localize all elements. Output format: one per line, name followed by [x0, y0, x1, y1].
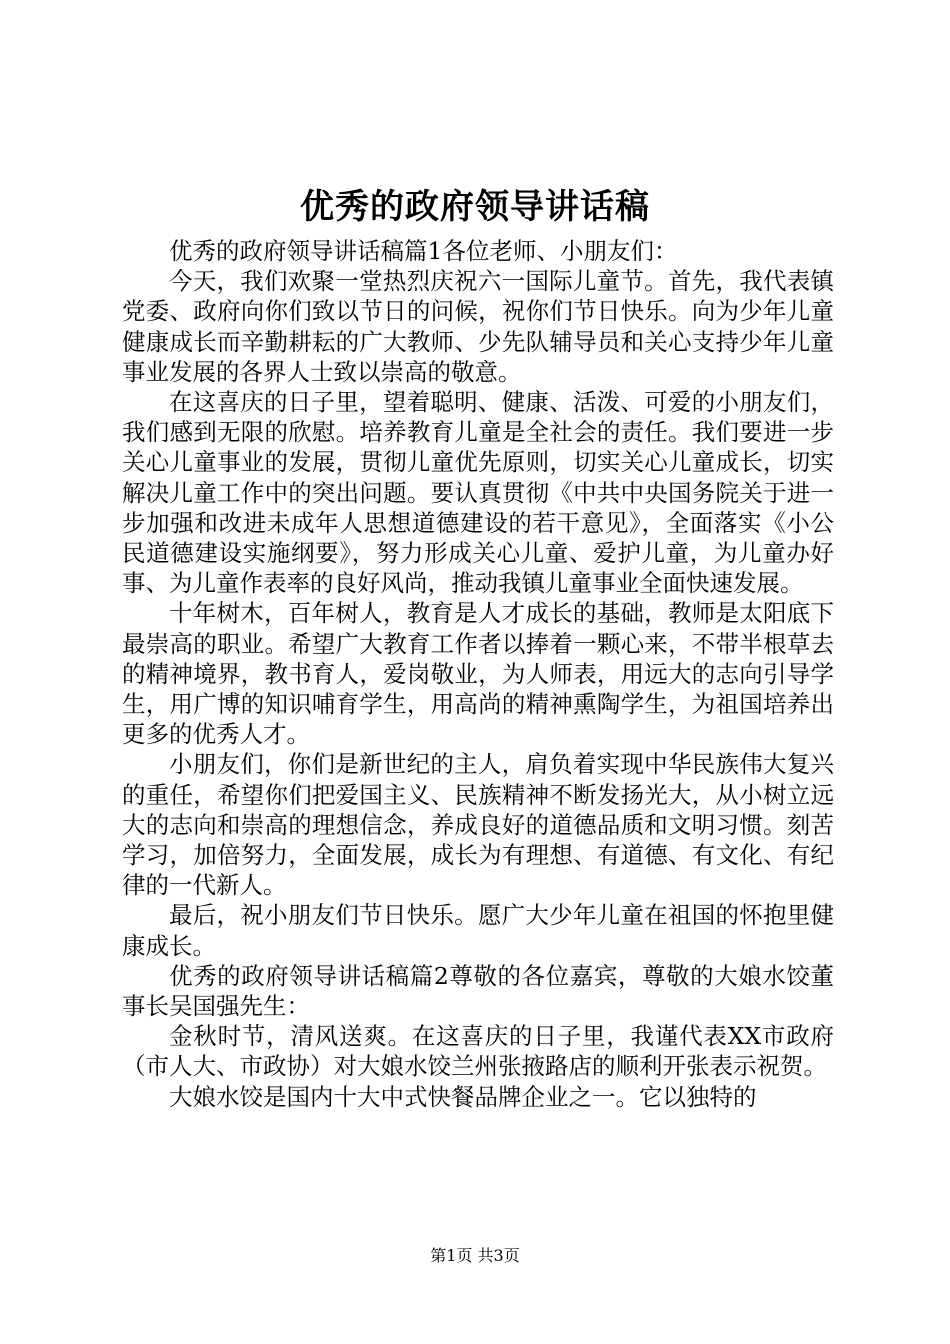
paragraph-4: 十年树木，百年树人，教育是人才成长的基础，教师是太阳底下最崇高的职业。希望广大教育工作者以捧着一颗心来，不带半根草去的精神境界，教书育人，爱岗敬业，为人师表，用远大的志向引导学生，用广博的知识哺育学生，用高尚的精神熏陶学生，为祖国培养出更多的优秀人才。 — [122, 599, 834, 749]
paragraph-6: 最后，祝小朋友们节日快乐。愿广大少年儿童在祖国的怀抱里健康成长。 — [122, 901, 834, 960]
document-body — [122, 236, 834, 1112]
paragraph-1: 优秀的政府领导讲话稿篇1各位老师、小朋友们： — [169, 237, 678, 265]
paragraph-3: 在这喜庆的日子里，望着聪明、健康、活泼、可爱的小朋友们，我们感到无限的欣慰。培养教育儿童是全社会的责任。我们要进一步关心儿童事业的发展，贯彻儿童优先原则，切实关心儿童成长，切实解决儿童工作中的突出问题。要认真贯彻《中共中央国务院关于进一步加强和改进未成年人思想道德建设的若干意见》，全面落实《小公民道德建设实施纲要》，努力形成关心儿童、爱护儿童，为儿童办好事、为儿童作表率的良好风尚，推动我镇儿童事业全面快速发展。 — [122, 388, 834, 598]
document-title: 优秀的政府领导讲话稿 — [300, 187, 650, 227]
paragraph-7: 优秀的政府领导讲话稿篇2尊敬的各位嘉宾，尊敬的大娘水饺董事长吴国强先生： — [122, 961, 834, 1021]
paragraph-9: 大娘水饺是国内十大中式快餐品牌企业之一。它以独特的 — [169, 1082, 757, 1111]
paragraph-2: 今天，我们欢聚一堂热烈庆祝六一国际儿童节。首先，我代表镇党委、政府向你们致以节日的问候，祝你们节日快乐。向为少年儿童健康成长而辛勤耕耘的广大教师、少先队辅导员和关心支持少年儿童事业发展的各界人士致以崇高的敬意。 — [122, 267, 834, 386]
page-footer: 第1页 共3页 — [430, 1246, 520, 1265]
paragraph-5: 小朋友们，你们是新世纪的主人，肩负着实现中华民族伟大复兴的重任，希望你们把爱国主义、民族精神不断发扬光大，从小树立远大的志向和崇高的理想信念，养成良好的道德品质和文明习惯。刻苦学习，加倍努力，全面发展，成长为有理想、有道德、有文化、有纪律的一代新人。 — [122, 750, 834, 900]
paragraph-8: 金秋时节，清风送爽。在这喜庆的日子里，我谨代表XX市政府（市人大、市政协）对大娘水饺兰州张掖路店的顺利开张表示祝贺。 — [122, 1022, 834, 1081]
